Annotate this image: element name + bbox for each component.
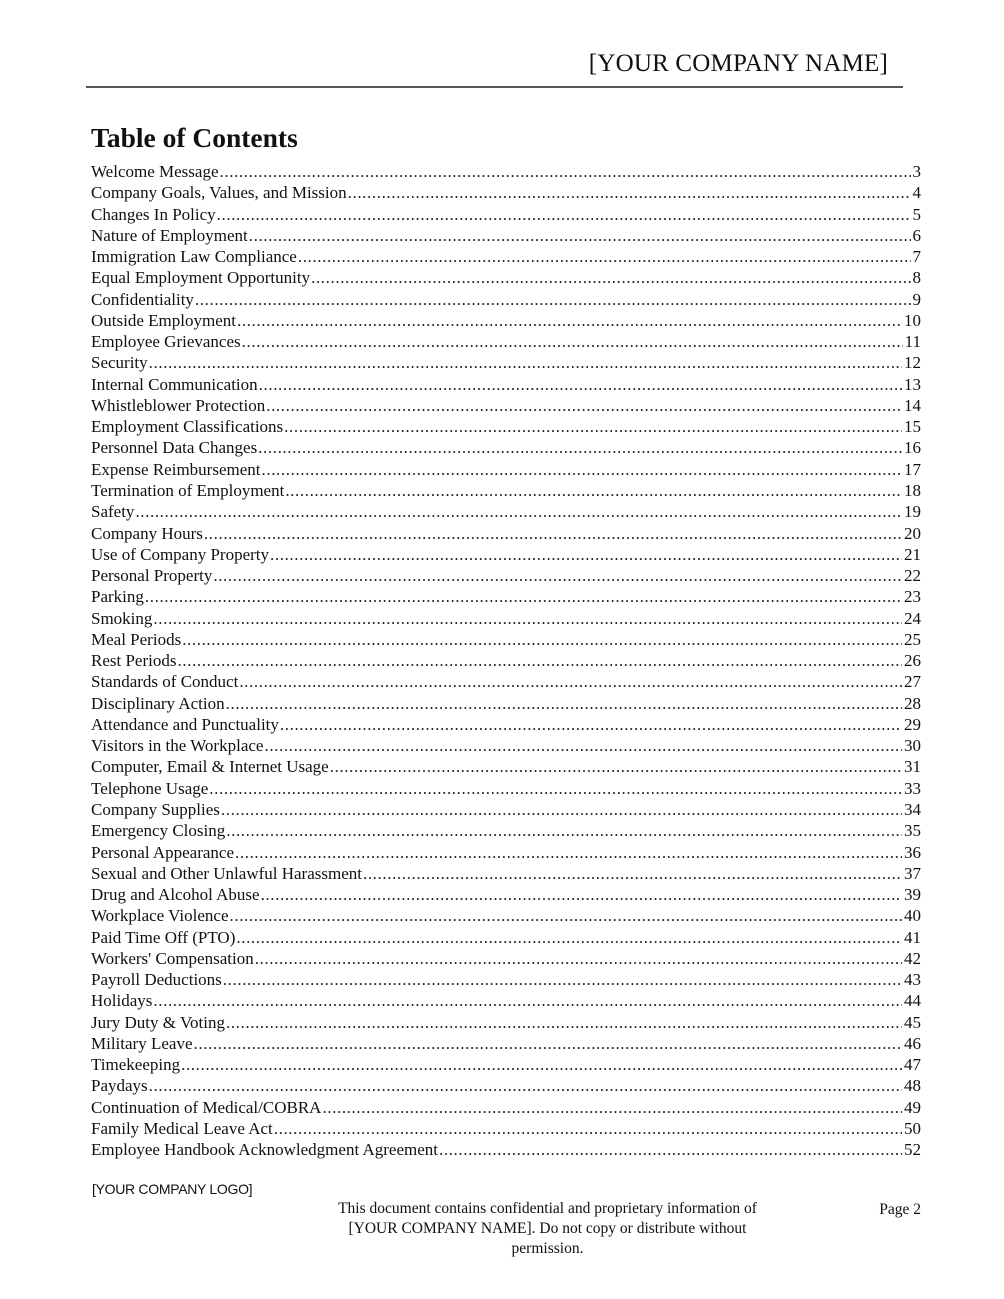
toc-dot-leader bbox=[226, 693, 902, 714]
toc-entry-title[interactable]: Drug and Alcohol Abuse bbox=[91, 885, 260, 905]
footer-notice-line: This document contains confidential and proprietary information of bbox=[338, 1200, 757, 1217]
toc-entry[interactable] bbox=[91, 671, 921, 692]
toc-dot-leader bbox=[226, 820, 902, 841]
toc-dot-leader bbox=[209, 778, 902, 799]
toc-entry[interactable] bbox=[91, 352, 921, 373]
toc-entry-page-number[interactable]: 5 bbox=[912, 204, 921, 224]
toc-dot-leader bbox=[242, 331, 903, 352]
toc-dot-leader bbox=[204, 523, 902, 544]
toc-entry-title[interactable]: Nature of Employment bbox=[91, 225, 248, 245]
toc-entry-title[interactable]: Holidays bbox=[91, 991, 153, 1011]
toc-entry-page-number[interactable]: 9 bbox=[912, 289, 921, 309]
toc-entry-page-number[interactable]: 39 bbox=[904, 885, 921, 905]
toc-entry-page-number[interactable]: 52 bbox=[904, 1140, 921, 1160]
toc-entry-title[interactable]: Military Leave bbox=[91, 1033, 193, 1053]
toc-entry[interactable] bbox=[91, 693, 921, 714]
toc-entry-page-number[interactable]: 44 bbox=[904, 991, 921, 1011]
toc-entry[interactable] bbox=[91, 756, 921, 777]
toc-entry-title[interactable]: Company Goals, Values, and Mission bbox=[91, 183, 347, 203]
toc-entry-title[interactable]: Rest Periods bbox=[91, 651, 177, 671]
toc-dot-leader bbox=[439, 1139, 902, 1160]
toc-dot-leader bbox=[153, 990, 902, 1011]
toc-entry-title[interactable]: Standards of Conduct bbox=[91, 672, 239, 692]
toc-entry-page-number[interactable]: 22 bbox=[904, 566, 921, 586]
header-company-name: [YOUR COMPANY NAME] bbox=[588, 50, 888, 77]
footer-confidentiality-notice bbox=[300, 1199, 795, 1259]
toc-entry[interactable] bbox=[91, 629, 921, 650]
toc-entry-title[interactable]: Confidentiality bbox=[91, 289, 194, 309]
toc-entry[interactable] bbox=[91, 544, 921, 565]
toc-entry[interactable] bbox=[91, 1118, 921, 1139]
toc-entry-page-number[interactable]: 24 bbox=[904, 608, 921, 628]
toc-entry-page-number[interactable]: 49 bbox=[904, 1097, 921, 1117]
toc-dot-leader bbox=[223, 969, 902, 990]
toc-dot-leader bbox=[220, 161, 911, 182]
toc-entry[interactable] bbox=[91, 884, 921, 905]
toc-dot-leader bbox=[149, 352, 902, 373]
toc-entry-page-number[interactable]: 27 bbox=[904, 672, 921, 692]
toc-entry-page-number[interactable]: 48 bbox=[904, 1076, 921, 1096]
toc-entry[interactable] bbox=[91, 1097, 921, 1118]
toc-entry-page-number[interactable]: 8 bbox=[912, 268, 921, 288]
toc-entry-page-number[interactable]: 34 bbox=[904, 799, 921, 819]
toc-entry-title[interactable]: Jury Duty & Voting bbox=[91, 1012, 225, 1032]
toc-entry-title[interactable]: Personnel Data Changes bbox=[91, 438, 258, 458]
toc-dot-leader bbox=[262, 459, 903, 480]
toc-entry[interactable] bbox=[91, 480, 921, 501]
toc-entry-page-number[interactable]: 14 bbox=[904, 395, 921, 415]
toc-entry-title[interactable]: Welcome Message bbox=[91, 162, 219, 181]
toc-entry-page-number[interactable]: 25 bbox=[904, 629, 921, 649]
toc-entry[interactable] bbox=[91, 1033, 921, 1054]
toc-entry-page-number[interactable]: 46 bbox=[904, 1033, 921, 1053]
toc-entry-page-number[interactable]: 19 bbox=[904, 502, 921, 522]
toc-entry[interactable] bbox=[91, 1075, 921, 1096]
toc-entry-title[interactable]: Paid Time Off (PTO) bbox=[91, 927, 236, 947]
toc-dot-leader bbox=[226, 1012, 902, 1033]
toc-entry-page-number[interactable]: 12 bbox=[904, 353, 921, 373]
toc-entry-title[interactable]: Employment Classifications bbox=[91, 417, 284, 437]
toc-entry-title[interactable]: Continuation of Medical/COBRA bbox=[91, 1097, 322, 1117]
toc-dot-leader bbox=[259, 374, 902, 395]
toc-entry-title[interactable]: Telephone Usage bbox=[91, 778, 209, 798]
toc-entry-page-number[interactable]: 45 bbox=[904, 1012, 921, 1032]
toc-dot-leader bbox=[363, 863, 902, 884]
toc-dot-leader bbox=[264, 735, 902, 756]
toc-dot-leader bbox=[249, 225, 911, 246]
toc-entry[interactable] bbox=[91, 267, 921, 288]
toc-entry[interactable] bbox=[91, 459, 921, 480]
toc-entry-page-number[interactable]: 30 bbox=[904, 736, 921, 756]
toc-entry-page-number[interactable]: 36 bbox=[904, 842, 921, 862]
toc-entry[interactable] bbox=[91, 948, 921, 969]
toc-dot-leader bbox=[153, 608, 902, 629]
toc-entry[interactable] bbox=[91, 735, 921, 756]
toc-entry-title[interactable]: Company Supplies bbox=[91, 799, 220, 819]
toc-entry[interactable] bbox=[91, 586, 921, 607]
toc-entry[interactable] bbox=[91, 990, 921, 1011]
toc-entry-page-number[interactable]: 43 bbox=[904, 970, 921, 990]
toc-entry-title[interactable]: Whistleblower Protection bbox=[91, 395, 266, 415]
toc-entry[interactable] bbox=[91, 182, 921, 203]
toc-entry-page-number[interactable]: 33 bbox=[904, 778, 921, 798]
toc-entry-title[interactable]: Security bbox=[91, 353, 148, 373]
toc-entry-page-number[interactable]: 20 bbox=[904, 523, 921, 543]
toc-entry[interactable] bbox=[91, 608, 921, 629]
toc-dot-leader bbox=[322, 1097, 902, 1118]
toc-entry[interactable] bbox=[91, 289, 921, 310]
toc-entry-page-number[interactable]: 11 bbox=[904, 332, 921, 352]
toc-dot-leader bbox=[221, 799, 902, 820]
toc-entry-title[interactable]: Termination of Employment bbox=[91, 480, 285, 500]
toc-entry-page-number[interactable]: 28 bbox=[904, 693, 921, 713]
toc-dot-leader bbox=[261, 884, 902, 905]
toc-entry-title[interactable]: Meal Periods bbox=[91, 629, 182, 649]
toc-entry[interactable] bbox=[91, 246, 921, 267]
toc-entry-title[interactable]: Sexual and Other Unlawful Harassment bbox=[91, 863, 362, 883]
toc-entry-page-number[interactable]: 13 bbox=[904, 374, 921, 394]
toc-dot-leader bbox=[195, 289, 911, 310]
toc-dot-leader bbox=[237, 310, 902, 331]
toc-entry[interactable] bbox=[91, 905, 921, 926]
toc-dot-leader bbox=[298, 246, 911, 267]
toc-dot-leader bbox=[285, 480, 902, 501]
toc-dot-leader bbox=[266, 395, 902, 416]
toc-entry-page-number[interactable]: 50 bbox=[904, 1118, 921, 1138]
footer-notice-line: [YOUR COMPANY NAME]. Do not copy or distribute without bbox=[348, 1220, 747, 1237]
toc-entry[interactable] bbox=[91, 1139, 921, 1160]
toc-dot-leader bbox=[348, 182, 911, 203]
toc-entry-title[interactable]: Changes In Policy bbox=[91, 204, 216, 224]
toc-entry-title[interactable]: Equal Employment Opportunity bbox=[91, 268, 311, 288]
toc-entry-title[interactable]: Payroll Deductions bbox=[91, 970, 222, 990]
toc-dot-leader bbox=[145, 586, 902, 607]
toc-dot-leader bbox=[284, 416, 902, 437]
toc-entry-page-number[interactable]: 4 bbox=[912, 183, 921, 203]
toc-entry-page-number[interactable]: 29 bbox=[904, 714, 921, 734]
toc-dot-leader bbox=[149, 1075, 902, 1096]
toc-entry-title[interactable]: Attendance and Punctuality bbox=[91, 714, 279, 734]
toc-entry-title[interactable]: Workplace Violence bbox=[91, 906, 229, 926]
toc-entry-title[interactable]: Computer, Email & Internet Usage bbox=[91, 757, 329, 777]
toc-dot-leader bbox=[135, 501, 902, 522]
toc-entry[interactable] bbox=[91, 778, 921, 799]
toc-entry-title[interactable]: Employee Grievances bbox=[91, 332, 241, 352]
toc-entry-page-number[interactable]: 17 bbox=[904, 459, 921, 479]
toc-dot-leader bbox=[274, 1118, 902, 1139]
toc-entry[interactable] bbox=[91, 204, 921, 225]
toc-entry[interactable] bbox=[91, 523, 921, 544]
toc-entry-page-number[interactable]: 26 bbox=[904, 651, 921, 671]
toc-entry[interactable] bbox=[91, 161, 921, 182]
toc-dot-leader bbox=[181, 1054, 902, 1075]
toc-entry-title[interactable]: Workers' Compensation bbox=[91, 948, 254, 968]
toc-dot-leader bbox=[270, 544, 902, 565]
toc-entry-title[interactable]: Personal Appearance bbox=[91, 842, 235, 862]
toc-dot-leader bbox=[177, 650, 902, 671]
toc-entry-title[interactable]: Emergency Closing bbox=[91, 821, 226, 841]
toc-entry[interactable] bbox=[91, 310, 921, 331]
toc-entry-page-number[interactable]: 16 bbox=[904, 438, 921, 458]
toc-entry-page-number[interactable]: 23 bbox=[904, 587, 921, 607]
toc-entry[interactable] bbox=[91, 437, 921, 458]
toc-entry[interactable] bbox=[91, 1012, 921, 1033]
footer-page-number: Page 2 bbox=[879, 1201, 921, 1218]
toc-entry[interactable] bbox=[91, 969, 921, 990]
toc-dot-leader bbox=[217, 204, 911, 225]
toc-entry[interactable] bbox=[91, 650, 921, 671]
toc-entry[interactable] bbox=[91, 820, 921, 841]
toc-dot-leader bbox=[330, 756, 902, 777]
toc-entry[interactable] bbox=[91, 1054, 921, 1075]
footer-notice-line: permission. bbox=[511, 1240, 584, 1257]
toc-entry[interactable] bbox=[91, 565, 921, 586]
toc-entry[interactable] bbox=[91, 331, 921, 352]
toc-entry[interactable] bbox=[91, 416, 921, 437]
toc-entry-page-number[interactable]: 41 bbox=[904, 927, 921, 947]
toc-dot-leader bbox=[255, 948, 902, 969]
toc-entry[interactable] bbox=[91, 842, 921, 863]
toc-entry[interactable] bbox=[91, 927, 921, 948]
toc-entry-page-number[interactable]: 7 bbox=[912, 247, 921, 267]
toc-entry-title[interactable]: Family Medical Leave Act bbox=[91, 1118, 273, 1138]
toc-dot-leader bbox=[280, 714, 902, 735]
toc-entry-title[interactable]: Parking bbox=[91, 587, 144, 607]
toc-entry[interactable] bbox=[91, 501, 921, 522]
toc-entry-title[interactable]: Disciplinary Action bbox=[91, 693, 225, 713]
toc-entry-page-number[interactable]: 35 bbox=[904, 821, 921, 841]
toc-entry-title[interactable]: Immigration Law Compliance bbox=[91, 247, 297, 267]
toc-entry-page-number[interactable]: 3 bbox=[912, 162, 921, 181]
toc-entry-title[interactable]: Timekeeping bbox=[91, 1055, 181, 1075]
toc-entry-title[interactable]: Personal Property bbox=[91, 566, 213, 586]
toc-entry-page-number[interactable]: 10 bbox=[904, 310, 921, 330]
toc-dot-leader bbox=[236, 927, 902, 948]
toc-entry-page-number[interactable]: 6 bbox=[912, 225, 921, 245]
toc-entry-page-number[interactable]: 15 bbox=[904, 417, 921, 437]
header-divider bbox=[86, 86, 903, 88]
toc-list bbox=[91, 161, 921, 1160]
toc-entry[interactable] bbox=[91, 374, 921, 395]
toc-entry[interactable] bbox=[91, 799, 921, 820]
toc-entry-page-number[interactable]: 37 bbox=[904, 863, 921, 883]
toc-entry-page-number[interactable]: 18 bbox=[904, 480, 921, 500]
toc-entry-page-number[interactable]: 42 bbox=[904, 948, 921, 968]
toc-entry-title[interactable]: Paydays bbox=[91, 1076, 148, 1096]
toc-entry-title[interactable]: Visitors in the Workplace bbox=[91, 736, 264, 756]
toc-entry-title[interactable]: Internal Communication bbox=[91, 374, 258, 394]
toc-dot-leader bbox=[235, 842, 902, 863]
toc-entry-title[interactable]: Company Hours bbox=[91, 523, 203, 543]
footer-logo-placeholder: [YOUR COMPANY LOGO] bbox=[92, 1181, 253, 1197]
toc-entry-title[interactable]: Safety bbox=[91, 502, 135, 522]
toc-entry-page-number[interactable]: 40 bbox=[904, 906, 921, 926]
toc-entry-title[interactable]: Expense Reimbursement bbox=[91, 459, 261, 479]
toc-dot-leader bbox=[182, 629, 902, 650]
toc-entry[interactable] bbox=[91, 714, 921, 735]
toc-entry-page-number[interactable]: 21 bbox=[904, 544, 921, 564]
toc-entry[interactable] bbox=[91, 863, 921, 884]
toc-entry-title[interactable]: Outside Employment bbox=[91, 310, 236, 330]
toc-entry-title[interactable]: Smoking bbox=[91, 608, 153, 628]
toc-dot-leader bbox=[258, 437, 902, 458]
toc-dot-leader bbox=[213, 565, 902, 586]
toc-entry-page-number[interactable]: 47 bbox=[904, 1055, 921, 1075]
toc-entry[interactable] bbox=[91, 225, 921, 246]
toc-dot-leader bbox=[230, 905, 903, 926]
toc-entry[interactable] bbox=[91, 395, 921, 416]
toc-heading: Table of Contents bbox=[91, 122, 298, 153]
toc-entry-title[interactable]: Employee Handbook Acknowledgment Agreement bbox=[91, 1140, 438, 1160]
toc-dot-leader bbox=[194, 1033, 903, 1054]
toc-entry-page-number[interactable]: 31 bbox=[904, 757, 921, 777]
toc-dot-leader bbox=[311, 267, 910, 288]
toc-entry-title[interactable]: Use of Company Property bbox=[91, 544, 270, 564]
toc-dot-leader bbox=[239, 671, 902, 692]
